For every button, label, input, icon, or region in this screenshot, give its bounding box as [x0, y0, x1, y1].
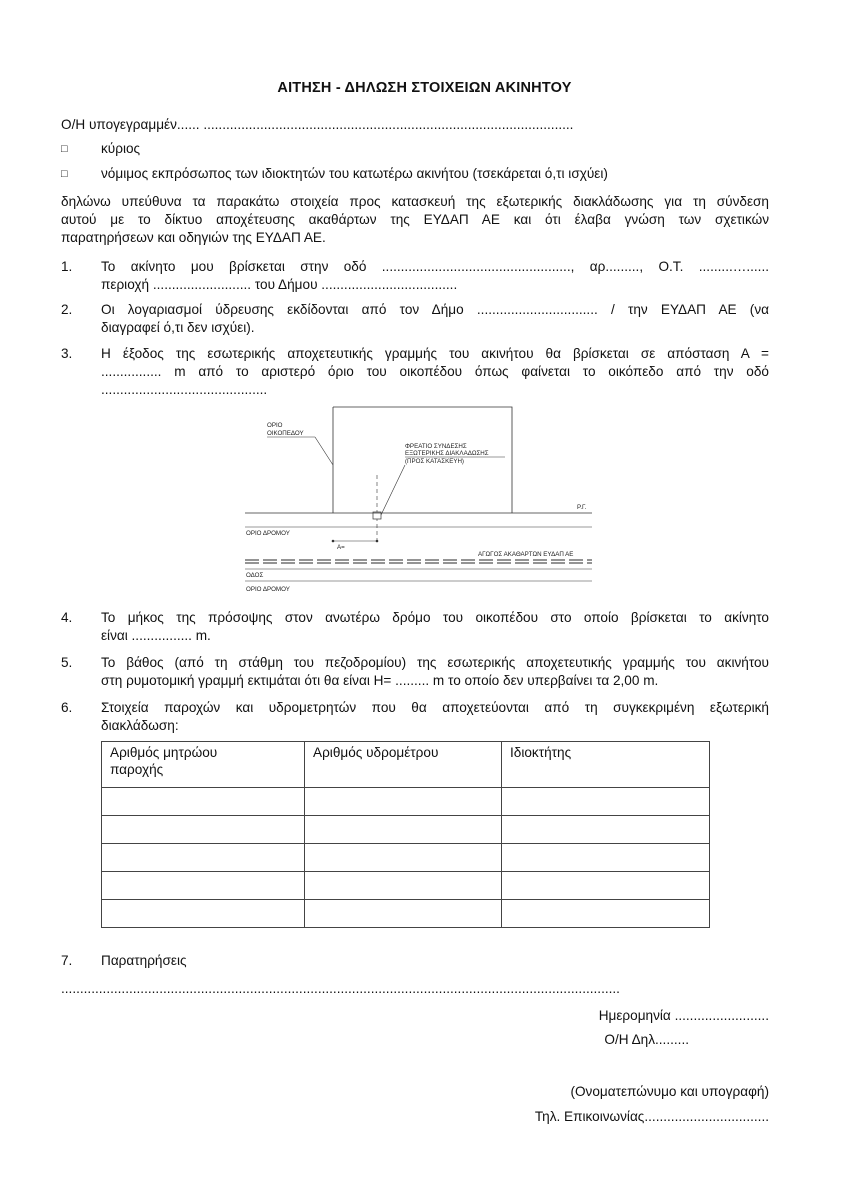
header-supply-number-line-2: παροχής: [110, 762, 164, 777]
undersigned-line: Ο/Η υπογεγραμμέν...... ..................................................................................................: [61, 117, 574, 132]
header-owner: [502, 742, 710, 788]
item-4-number: 4.: [61, 610, 73, 625]
remarks-label: Παρατηρήσεις: [101, 953, 187, 968]
header-meter-number: [305, 742, 502, 788]
declaration-line-2: αυτού με το δίκτυο αποχέτευσης ακαθάρτων της ΕΥΔΑΠ ΑΕ και ότι έλαβα γνώση των σχετικών: [61, 212, 769, 227]
plot-boundary-leader: [315, 437, 333, 465]
table-cell[interactable]: [102, 872, 305, 900]
owner-checkbox[interactable]: □: [61, 143, 68, 155]
road-boundary-label-2: ΟΡΙΟ ΔΡΟΜΟΥ: [246, 586, 290, 593]
table-cell[interactable]: [305, 788, 502, 816]
manhole-label-3: (ΠΡΟΣ ΚΑΤΑΣΚΕΥΗ): [405, 458, 464, 465]
table-cell[interactable]: [305, 900, 502, 928]
table-cell[interactable]: [102, 900, 305, 928]
manhole-leader: [381, 465, 405, 515]
item-1-line-2: περιοχή .......................... του Δήμου ....................................: [101, 277, 458, 292]
plot-boundary-label-2: ΟΙΚΟΠΕΔΟΥ: [267, 430, 304, 437]
declaration-line-1: δηλώνω υπεύθυνα τα παρακάτω στοιχεία προς κατασκευή της εξωτερικής διακλάδωσης για τη σύνδεση: [61, 194, 769, 209]
table-row: [102, 844, 710, 872]
item-2-line-1: Οι λογαριασμοί ύδρευσης εκδίδονται από τον Δήμο ................................ / την ΕΥΔΑΠ ΑΕ (να: [101, 302, 769, 317]
connection-diagram: [240, 405, 595, 597]
table-cell[interactable]: [102, 844, 305, 872]
item-3-line-1: Η έξοδος της εσωτερικής αποχετευτικής γραμμής του ακινήτου θα βρίσκεται σε απόσταση Α =: [101, 346, 769, 361]
table-row: [102, 788, 710, 816]
header-owner-text: Ιδιοκτήτης: [510, 745, 572, 760]
table-row: [102, 872, 710, 900]
dimension-end: [376, 540, 379, 543]
table-cell[interactable]: [502, 900, 710, 928]
item-4-line-2: είναι ................ m.: [101, 628, 211, 643]
table-cell[interactable]: [502, 844, 710, 872]
dimension-start: [332, 540, 335, 543]
table-cell[interactable]: [102, 788, 305, 816]
representative-checkbox[interactable]: □: [61, 168, 68, 180]
header-meter-number-text: Αριθμός υδρομέτρου: [313, 745, 439, 760]
table-cell[interactable]: [502, 788, 710, 816]
header-supply-number: [102, 742, 305, 788]
table-cell[interactable]: [102, 816, 305, 844]
declarant-label: Ο/Η Δηλ.........: [604, 1032, 689, 1047]
plot-boundary-label-1: ΟΡΙΟ: [267, 422, 283, 429]
manhole-label-1: ΦΡΕΑΤΙΟ ΣΥΝΔΕΣΗΣ: [405, 443, 467, 450]
item-5-line-2: στη ρυμοτομική γραμμή εκτιμάται ότι θα είναι Η= ......... m το οποίο δεν υπερβαίνει τα 2,00 m.: [101, 673, 659, 688]
name-signature-label: (Ονοματεπώνυμο και υπογραφή): [570, 1084, 769, 1099]
item-5-number: 5.: [61, 655, 73, 670]
table-cell[interactable]: [502, 816, 710, 844]
table-header-row: [102, 742, 710, 788]
item-2-number: 2.: [61, 302, 73, 317]
table-cell[interactable]: [305, 844, 502, 872]
phone-field: Τηλ. Επικοινωνίας.................................: [534, 1109, 769, 1124]
form-title: ΑΙΤΗΣΗ - ΔΗΛΩΣΗ ΣΤΟΙΧΕΙΩΝ ΑΚΙΝΗΤΟΥ: [277, 80, 572, 96]
item-6-line-2: διακλάδωση:: [101, 718, 179, 733]
provisions-table: [101, 741, 710, 928]
item-5-line-1: Το βάθος (από τη στάθμη του πεζοδρομίου) της εσωτερικής αποχετευτικής γραμμής του ακινήτου: [101, 655, 769, 670]
item-4-line-1: Το μήκος της πρόσοψης στον ανωτέρω δρόμο του οικοπέδου στο οποίο βρίσκεται το ακίνητο: [101, 610, 769, 625]
item-6-number: 6.: [61, 700, 73, 715]
table-row: [102, 816, 710, 844]
item-1-line-1: Το ακίνητο μου βρίσκεται στην οδό .................................................., αρ........., Ο.Τ. .........…......: [101, 259, 769, 274]
item-2-line-2: διαγραφεί ό,τι δεν ισχύει).: [101, 320, 255, 335]
item-3-line-3: ............................................: [101, 382, 268, 397]
table-cell[interactable]: [305, 816, 502, 844]
item-3-line-2: ................ m από το αριστερό όριο του οικοπέδου όπως φαίνεται το οικόπεδο από την οδό: [101, 364, 769, 379]
sewer-label: ΑΓΩΓΟΣ ΑΚΑΘΑΡΤΩΝ ΕΥΔΑΠ ΑΕ: [478, 551, 574, 558]
distance-label: A=: [337, 544, 345, 551]
table-cell[interactable]: [305, 872, 502, 900]
item-6-line-1: Στοιχεία παροχών και υδρομετρητών που θα αποχετεύονται από τη συγκεκριμένη εξωτερική: [101, 700, 769, 715]
rg-label: Ρ.Γ.: [577, 504, 587, 511]
owner-option-label: κύριος: [101, 141, 141, 156]
table-row: [102, 900, 710, 928]
item-3-number: 3.: [61, 346, 73, 361]
header-supply-number-line-1: Αριθμός μητρώου: [110, 745, 218, 760]
item-7-number: 7.: [61, 953, 73, 968]
representative-option-label: νόμιμος εκπρόσωπος των ιδιοκτητών του κατωτέρω ακινήτου (τσεκάρεται ό,τι ισχύει): [101, 166, 608, 181]
table-cell[interactable]: [502, 872, 710, 900]
remarks-dotted-line[interactable]: ....................................................................................................................................................: [61, 981, 620, 996]
date-field: Ημερομηνία .........................: [598, 1008, 769, 1023]
manhole-label-2: ΕΞΩΤΕΡΙΚΗΣ ΔΙΑΚΛΑΔΩΣΗΣ: [405, 450, 489, 457]
declaration-line-3: παρατηρήσεων και οδηγιών της ΕΥΔΑΠ ΑΕ.: [61, 230, 326, 245]
street-label: ΟΔΟΣ: [246, 572, 264, 579]
item-1-number: 1.: [61, 259, 73, 274]
road-boundary-label: ΟΡΙΟ ΔΡΟΜΟΥ: [246, 530, 290, 537]
